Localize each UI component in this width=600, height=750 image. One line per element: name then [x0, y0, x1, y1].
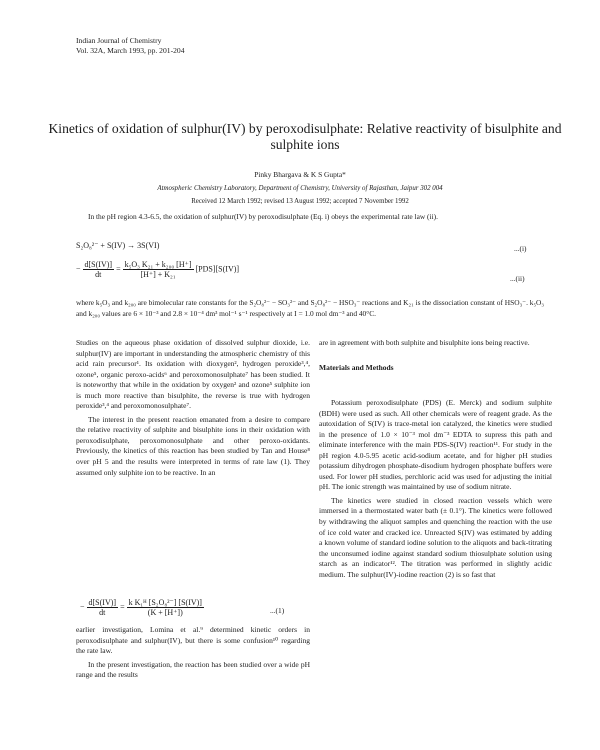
- paragraph-kinetics: The kinetics were studied in closed reaction vessels which were immersed in a thermostated water bath (± 0.1°). The kinetics were followed by withdrawing the aliquot samples and quenching the reaction with the use of ice cold water and cracked ice. Unreacted S(IV) was estimated by adding a known volume of standard iodine solution to the aliquots and back-titrating the unconsumed iodine against standard sodium thiosulphate solution using starch as an indicator¹². The titration was performed in slightly acidic medium. The sulphur(IV)-iodine reaction (2) is so fast that: [319, 495, 552, 579]
- equation-ii-number: ...(ii): [510, 274, 525, 283]
- article-authors: Pinky Bhargava & K S Gupta*: [254, 170, 346, 179]
- equation-ii: − $\frac{d[S(IV)]}{dt}$ = $\frac{\text{k₅O₃ K₂₁ + k₂₀₀ [H⁺]}}{\text{[H⁺] + K₂₁}}$ [PDS][S(IV)]: [76, 260, 240, 279]
- right-column-methods: [319, 398, 552, 580]
- article-title: Kinetics of oxidation of sulphur(IV) by peroxodisulphate: Relative reactivity of bisulphite and sulphite ions: [48, 121, 562, 152]
- equation-ii-lhs: $\frac{d[S(IV)]}{dt}$: [84, 260, 113, 279]
- journal-name: Indian Journal of Chemistry: [76, 36, 162, 45]
- paragraph-materials: Potassium peroxodisulphate (PDS) (E. Merck) and sodium sulphite (BDH) were used as such. All other chemicals were of reagent grade. As the autoxidation of S(IV) is trace-metal ion catalyzed, the kinetics were studied in the presence of 1.0 × 10⁻³ mol dm⁻³ EDTA to supress this path and eliminate interference with the main PDS-S(IV) reaction¹¹. For study in the pH region 4.0-5.95 acetic acid-sodium acetate, and for higher pH studies potassium dihydrogen phosphate-disodium hydrogen phosphate buffers were used. For lower pH studies, perchloric acid was used for adjusting the initial pH. The ionic strength was maintained by use of sodium nitrate.: [319, 398, 552, 492]
- paragraph-agreement: are in agreement with both sulphite and bisulphite ions being reactive.: [319, 338, 530, 347]
- abstract-intro: In the pH region 4.3-6.5, the oxidation of sulphur(IV) by peroxodisulphate (Eq. i) obeys the experimental rate law (ii).: [88, 212, 438, 221]
- equation-i-number: ...(i): [514, 244, 527, 253]
- article-received-dates: Received 12 March 1992; revised 13 August 1992; accepted 7 November 1992: [191, 198, 409, 205]
- article-affiliation: Atmospheric Chemistry Laboratory, Department of Chemistry, University of Rajasthan, Jaipur 302 004: [157, 185, 443, 192]
- equation-1-rhs: $\frac{\text{k K₁ᴴ [S₂O₈²⁻] [S(IV)]}}{(K + [H^+])}$: [128, 598, 202, 617]
- paragraph-earlier: earlier investigation, Lomina et al.⁹ determined kinetic orders in peroxodisulphate and sulphur(IV), but there is some confusion¹⁰ regarding the rate law.: [76, 625, 310, 656]
- equation-ii-rhs: $\frac{\text{k₅O₃ K₂₁ + k₂₀₀ [H⁺]}}{\text{[H⁺] + K₂₁}}$: [124, 260, 192, 279]
- journal-header: [76, 36, 185, 55]
- journal-citation: Vol. 32A, March 1993, pp. 201-204: [76, 45, 185, 55]
- left-column-bottom: [76, 625, 310, 681]
- equation-ii-tail: [PDS][S(IV)]: [195, 264, 240, 274]
- left-column-top: [76, 338, 310, 478]
- abstract-where-clause: where k₅O₃ and k₂₀₀ are bimolecular rate constants for the S₂O₈²⁻ − SO₃²⁻ and S₂O₈²⁻ − HSO₃⁻ reactions and K₂₁ is the dissociation constant of HSO₃⁻. k₅O₃ and k₂₀₀ values are 6 × 10⁻³ and 2.8 × 10⁻⁴ dm³ mol⁻¹ s⁻¹ respectively at I = 1.0 mol dm⁻³ and 40°C.: [76, 298, 544, 318]
- paragraph-intro: Studies on the aqueous phase oxidation of dissolved sulphur dioxide, i.e. sulphur(IV) are important in understanding the atmospheric chemistry of this acid rain precursor¹. Its oxidation with dioxygen², hydrogen peroxide³,⁴, ozone⁵, organic peroxo-acids⁶ and peroxomonosulphate⁷ has been studied. It is noteworthy that while in the oxidation by oxygen² and ozone⁵ sulphite ion is much more reactive than bisulphite, the reverse is true with hydrogen peroxide³,⁴ and peroxomonosulphate⁷.: [76, 338, 310, 411]
- paragraph-present: In the present investigation, the reaction has been studied over a wide pH range and the results: [76, 659, 310, 680]
- paragraph-interest: The interest in the present reaction emanated from a desire to compare the relative reactivity of sulphite and bisulphite ions in their oxidation with peroxodisulphate, peroxomonosulphate and other peroxo-oxidants. Previously, the kinetics of this reaction has been studied by Tan and House⁸ over pH 5 and the results were interpreted in terms of rate law (1). They assumed only sulphite ion to be reactive. In an: [76, 414, 310, 477]
- methods-heading: Materials and Methods: [319, 362, 394, 372]
- right-column-top: [319, 338, 552, 373]
- equation-i: S₂O₈²⁻ + S(IV) → 3S(VI): [76, 241, 160, 250]
- equation-1: − $\frac{d[S(IV)]}{dt}$ = $\frac{\text{k K₁ᴴ [S₂O₈²⁻] [S(IV)]}}{(K + [H^+])}$: [80, 598, 202, 617]
- equation-1-lhs: $\frac{d[S(IV)]}{dt}$: [88, 598, 117, 617]
- equation-1-number: ...(1): [270, 606, 285, 615]
